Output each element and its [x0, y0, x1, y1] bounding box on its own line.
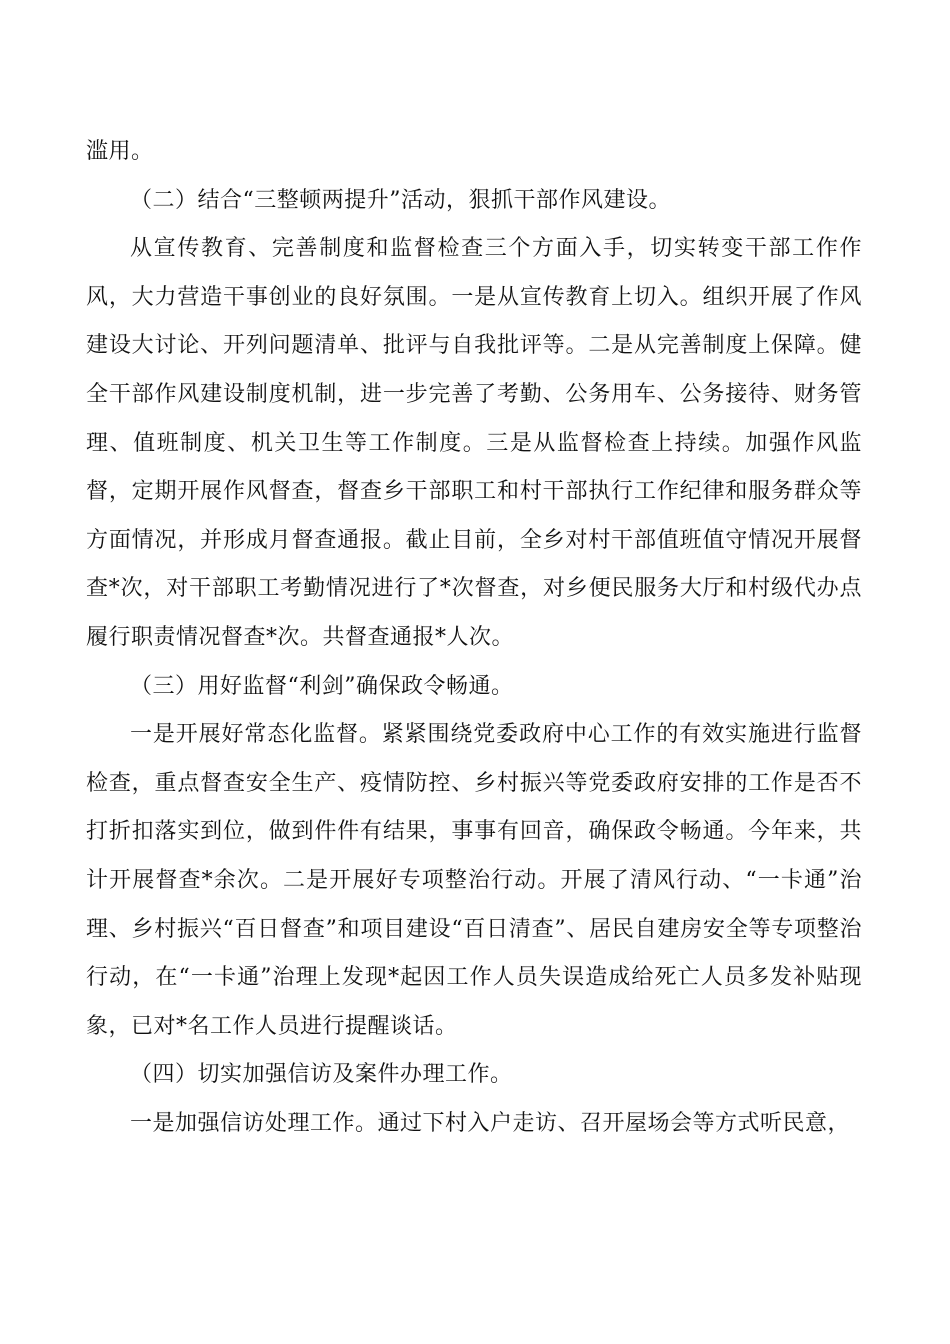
paragraph-section-3: 一是开展好常态化监督。紧紧围绕党委政府中心工作的有效实施进行监督检查，重点督查安全生产、疫情防控、乡村振兴等党委政府安排的工作是否不打折扣落实到位，做到件件有结果，事事有回音，确保政令畅通。今年来，共计开展督查*余次。二是开展好专项整治行动。开展了清风行动、“一卡通”治理、乡村振兴“百日督查”和项目建设“百日清查”、居民自建房安全等专项整治行动，在“一卡通”治理上发现*起因工作人员失误造成给死亡人员多发补贴现象，已对*名工作人员进行提醒谈话。 — [86, 722, 862, 1039]
paragraph-continuation: 滥用。 — [86, 139, 154, 164]
document-body — [86, 128, 862, 1148]
paragraph-section-4: 一是加强信访处理工作。通过下村入户走访、召开屋场会等方式听民意， — [130, 1110, 851, 1136]
section-heading-3: （三）用好监督“利剑”确保政令畅通。 — [130, 673, 514, 699]
section-heading-4: （四）切实加强信访及案件办理工作。 — [130, 1062, 513, 1088]
section-heading-2: （二）结合“三整顿两提升”活动，狠抓干部作风建设。 — [130, 187, 671, 213]
paragraph-section-2: 从宣传教育、完善制度和监督检查三个方面入手，切实转变干部工作作风，大力营造干事创业的良好氛围。一是从宣传教育上切入。组织开展了作风建设大讨论、开列问题清单、批评与自我批评等。二是从完善制度上保障。健全干部作风建设制度机制，进一步完善了考勤、公务用车、公务接待、财务管理、值班制度、机关卫生等工作制度。三是从监督检查上持续。加强作风监督，定期开展作风督查，督查乡干部职工和村干部执行工作纪律和服务群众等方面情况，并形成月督查通报。截止目前，全乡对村干部值班值守情况开展督查*次，对干部职工考勤情况进行了*次督查，对乡便民服务大厅和村级代办点履行职责情况督查*次。共督查通报*人次。 — [86, 236, 862, 650]
